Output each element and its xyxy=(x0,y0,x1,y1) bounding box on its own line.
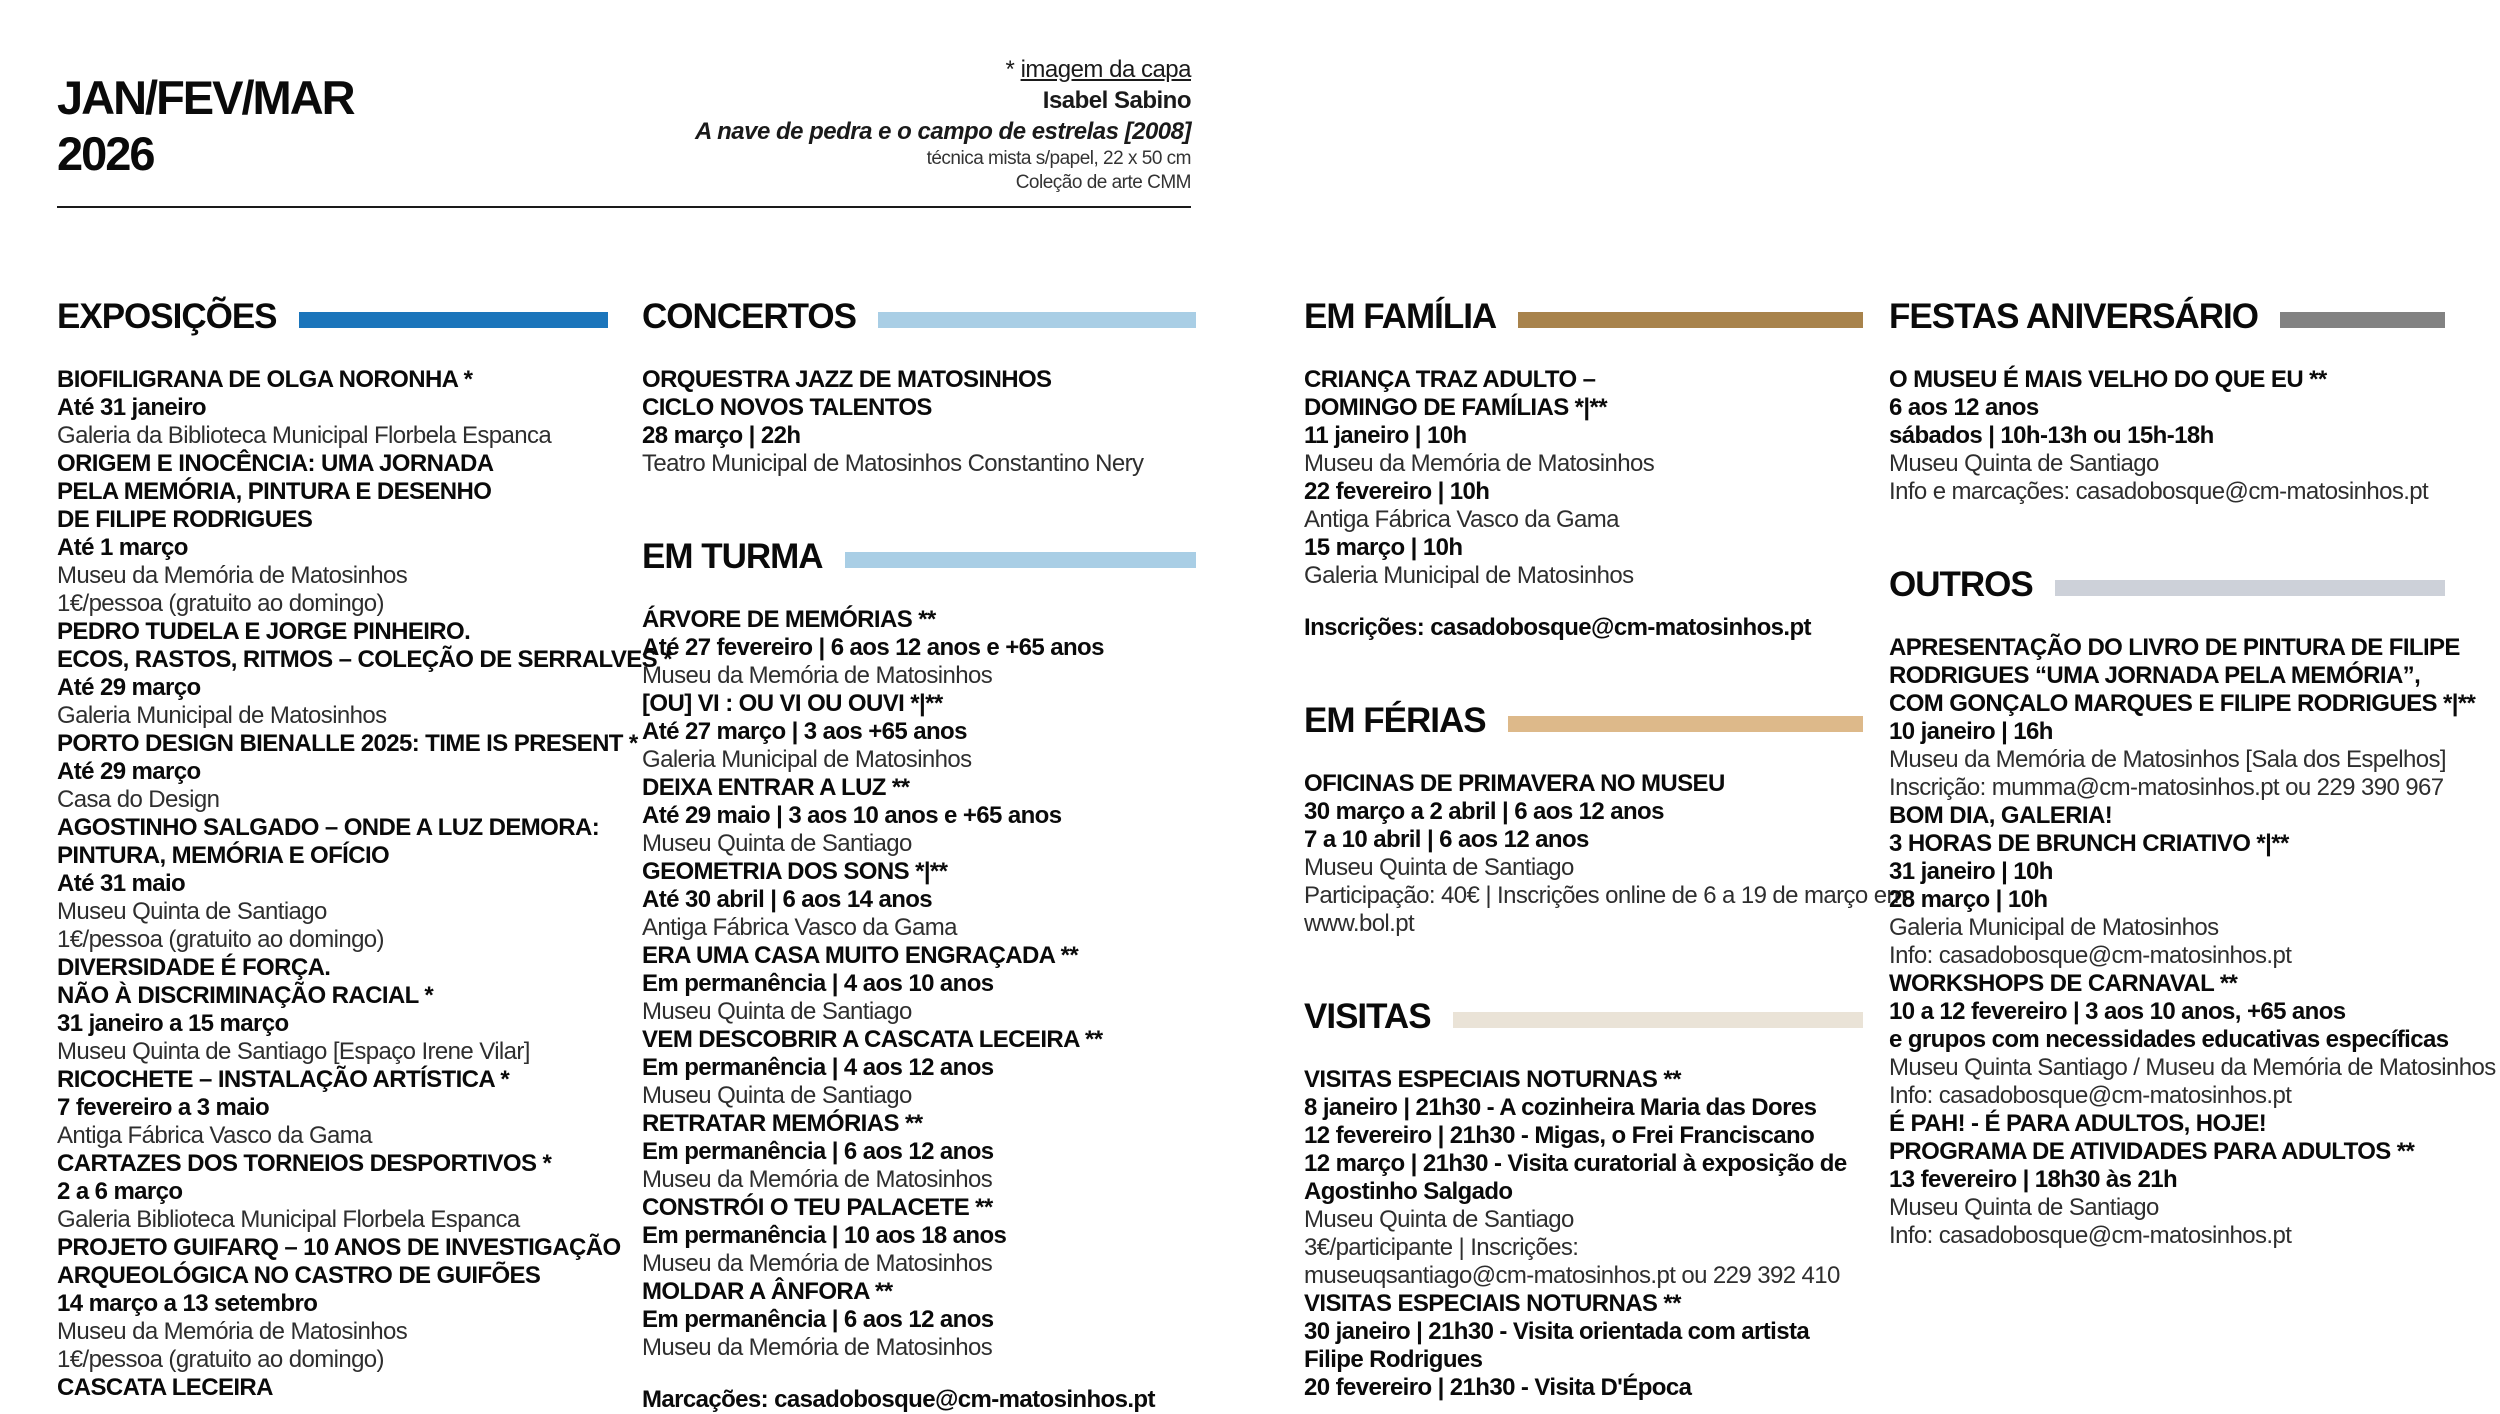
event-venue-line: Info e marcações: casadobosque@cm-matosinhos.pt xyxy=(1889,478,2429,505)
event-detail-line: Marcações: casadobosque@cm-matosinhos.pt xyxy=(642,1386,1155,1413)
event-title-line: PORTO DESIGN BIENALLE 2025: TIME IS PRESENT * xyxy=(57,730,638,757)
cover-credit-link-line xyxy=(695,54,1191,85)
event-venue-line: Museu Quinta de Santiago xyxy=(1889,450,2159,477)
event-detail-line: Inscrições: casadobosque@cm-matosinhos.pt xyxy=(1304,614,1811,641)
event-title-line: ORQUESTRA JAZZ DE MATOSINHOS xyxy=(642,366,1052,393)
event-venue-line: Participação: 40€ | Inscrições online de 6 a 19 de março em xyxy=(1304,882,1906,909)
event-title-line: NÃO À DISCRIMINAÇÃO RACIAL * xyxy=(57,982,434,1009)
event-venue-line: Casa do Design xyxy=(57,786,220,813)
event-title-line: 3 HORAS DE BRUNCH CRIATIVO *|** xyxy=(1889,830,2289,857)
event-title-line: PEDRO TUDELA E JORGE PINHEIRO. xyxy=(57,618,471,645)
event-venue-line: Museu Quinta Santiago / Museu da Memória de Matosinhos xyxy=(1889,1054,2496,1081)
event-title-line: DOMINGO DE FAMÍLIAS *|** xyxy=(1304,394,1608,421)
section-title-em-turma: EM TURMA xyxy=(642,537,823,576)
event-venue-line: Antiga Fábrica Vasco da Gama xyxy=(57,1122,372,1149)
section-festas-aniversario xyxy=(1889,298,2445,506)
event-title-line: COM GONÇALO MARQUES E FILIPE RODRIGUES *|** xyxy=(1889,690,2476,717)
section-em-familia xyxy=(1304,298,1863,642)
event-venue-line: Antiga Fábrica Vasco da Gama xyxy=(1304,506,1619,533)
section-title-concertos: CONCERTOS xyxy=(642,297,856,336)
event-detail-line: Em permanência | 4 aos 10 anos xyxy=(642,970,994,997)
event-title-line: DIVERSIDADE É FORÇA. xyxy=(57,954,331,981)
event-title-line: CRIANÇA TRAZ ADULTO – xyxy=(1304,366,1596,393)
event-title-line: CARTAZES DOS TORNEIOS DESPORTIVOS * xyxy=(57,1150,552,1177)
event-title-line: APRESENTAÇÃO DO LIVRO DE PINTURA DE FILIPE xyxy=(1889,634,2460,661)
event-title-line: CASCATA LECEIRA xyxy=(57,1374,273,1401)
event-title-line: PROJETO GUIFARQ – 10 ANOS DE INVESTIGAÇÃO xyxy=(57,1234,621,1261)
event-title-line: É PAH! - É PARA ADULTOS, HOJE! xyxy=(1889,1110,2267,1137)
column-4 xyxy=(1889,297,2496,1250)
accent-bar-concertos xyxy=(878,312,1196,328)
accent-bar-exposicoes xyxy=(299,312,608,328)
section-em-turma xyxy=(642,538,1196,1414)
section-heading-em-ferias xyxy=(1304,702,1863,740)
section-heading-visitas xyxy=(1304,998,1863,1036)
section-title-exposicoes: EXPOSIÇÕES xyxy=(57,297,277,336)
event-title-line: ECOS, RASTOS, RITMOS – COLEÇÃO DE SERRALVES * xyxy=(57,646,672,673)
event-venue-line: Museu da Memória de Matosinhos xyxy=(642,1250,993,1277)
event-title-line: BIOFILIGRANA DE OLGA NORONHA * xyxy=(57,366,473,393)
event-venue-line: Museu Quinta de Santiago xyxy=(1889,1194,2159,1221)
event-title-line: RODRIGUES “UMA JORNADA PELA MEMÓRIA”, xyxy=(1889,662,2421,689)
event-venue-line: Museu da Memória de Matosinhos xyxy=(57,1318,408,1345)
section-title-em-familia: EM FAMÍLIA xyxy=(1304,297,1497,336)
event-venue-line: 1€/pessoa (gratuito ao domingo) xyxy=(57,590,384,617)
event-venue-line: Museu Quinta de Santiago xyxy=(642,1082,912,1109)
accent-bar-outros xyxy=(2055,580,2445,596)
event-title-line: PELA MEMÓRIA, PINTURA E DESENHO xyxy=(57,478,492,505)
event-venue-line: Galeria Municipal de Matosinhos xyxy=(57,702,387,729)
event-venue-line: Museu Quinta de Santiago xyxy=(642,998,912,1025)
event-venue-line: Museu da Memória de Matosinhos xyxy=(642,662,993,689)
event-venue-line: Museu Quinta de Santiago xyxy=(1304,1206,1574,1233)
section-outros xyxy=(1889,565,2496,1250)
event-detail-line: Até 27 fevereiro | 6 aos 12 anos e +65 anos xyxy=(642,634,1104,661)
event-detail-line: 11 janeiro | 10h xyxy=(1304,422,1467,449)
issue-year: 2026 xyxy=(57,127,154,180)
accent-bar-visitas xyxy=(1453,1012,1863,1028)
section-visitas xyxy=(1304,998,1863,1402)
event-title-line: VEM DESCOBRIR A CASCATA LECEIRA ** xyxy=(642,1026,1103,1053)
event-title-line: DEIXA ENTRAR A LUZ ** xyxy=(642,774,910,801)
section-heading-outros xyxy=(1889,566,2445,604)
accent-bar-em-turma xyxy=(845,552,1196,568)
event-title-line: ORIGEM E INOCÊNCIA: UMA JORNADA xyxy=(57,450,494,477)
section-heading-em-familia xyxy=(1304,298,1863,336)
accent-bar-em-ferias xyxy=(1508,716,1863,732)
section-em-ferias xyxy=(1304,701,1906,938)
event-detail-line: Agostinho Salgado xyxy=(1304,1178,1513,1205)
event-detail-line: Até 1 março xyxy=(57,534,188,561)
event-title-line: ÁRVORE DE MEMÓRIAS ** xyxy=(642,606,936,633)
event-detail-line: 12 março | 21h30 - Visita curatorial à exposição de xyxy=(1304,1150,1847,1177)
event-venue-line: Museu da Memória de Matosinhos [Sala dos Espelhos] xyxy=(1889,746,2446,773)
section-exposicoes xyxy=(57,297,672,1402)
event-venue-line: Galeria Municipal de Matosinhos xyxy=(1889,914,2219,941)
cover-work-title: A nave de pedra e o campo de estrelas [2008] xyxy=(694,118,1191,145)
event-venue-line: Museu Quinta de Santiago xyxy=(1304,854,1574,881)
column-1 xyxy=(57,297,672,1402)
cover-image-link: imagem da capa xyxy=(1020,56,1191,83)
event-title-line: RICOCHETE – INSTALAÇÃO ARTÍSTICA * xyxy=(57,1066,510,1093)
event-detail-line: 7 fevereiro a 3 maio xyxy=(57,1094,270,1121)
event-detail-line: 15 março | 10h xyxy=(1304,534,1463,561)
event-detail-line: 8 janeiro | 21h30 - A cozinheira Maria das Dores xyxy=(1304,1094,1817,1121)
event-title-line: DE FILIPE RODRIGUES xyxy=(57,506,313,533)
header-divider xyxy=(57,206,1191,208)
event-detail-line: 2 a 6 março xyxy=(57,1178,183,1205)
event-title-line: PINTURA, MEMÓRIA E OFÍCIO xyxy=(57,842,390,869)
event-detail-line: 10 a 12 fevereiro | 3 aos 10 anos, +65 anos xyxy=(1889,998,2346,1025)
event-title-line: GEOMETRIA DOS SONS *|** xyxy=(642,858,948,885)
event-venue-line: Galeria Biblioteca Municipal Florbela Espanca xyxy=(57,1206,520,1233)
event-detail-line: Até 29 março xyxy=(57,674,201,701)
event-title-line: ERA UMA CASA MUITO ENGRAÇADA ** xyxy=(642,942,1079,969)
column-2 xyxy=(642,298,1196,1414)
issue-period: JAN/FEV/MAR xyxy=(57,71,354,124)
event-venue-line: Museu Quinta de Santiago xyxy=(642,830,912,857)
event-detail-line: Até 29 maio | 3 aos 10 anos e +65 anos xyxy=(642,802,1062,829)
event-venue-line: Museu da Memória de Matosinhos xyxy=(1304,450,1655,477)
asterisk-note: * xyxy=(1005,56,1015,83)
event-title-line: RETRATAR MEMÓRIAS ** xyxy=(642,1110,923,1137)
event-detail-line: Até 29 março xyxy=(57,758,201,785)
event-detail-line: Em permanência | 6 aos 12 anos xyxy=(642,1306,994,1333)
section-title-outros: OUTROS xyxy=(1889,565,2033,604)
event-detail-line: 7 a 10 abril | 6 aos 12 anos xyxy=(1304,826,1589,853)
event-title-line: CICLO NOVOS TALENTOS xyxy=(642,394,932,421)
cover-collection: Coleção de arte CMM xyxy=(1015,172,1191,193)
event-venue-line: Museu da Memória de Matosinhos xyxy=(642,1166,993,1193)
event-title-line: VISITAS ESPECIAIS NOTURNAS ** xyxy=(1304,1290,1681,1317)
section-heading-exposicoes xyxy=(57,298,608,336)
event-detail-line: Até 31 janeiro xyxy=(57,394,206,421)
event-detail-line: Até 31 maio xyxy=(57,870,186,897)
event-detail-line: 30 janeiro | 21h30 - Visita orientada com artista xyxy=(1304,1318,1810,1345)
cover-artist: Isabel Sabino xyxy=(1042,87,1191,114)
event-title-line: [OU] VI : OU VI OU OUVI *|** xyxy=(642,690,943,717)
event-detail-line: sábados | 10h-13h ou 15h-18h xyxy=(1889,422,2214,449)
event-venue-line: museuqsantiago@cm-matosinhos.pt ou 229 392 410 xyxy=(1304,1262,1840,1289)
accent-bar-festas-aniversario xyxy=(2280,312,2445,328)
event-detail-line: 31 janeiro a 15 março xyxy=(57,1010,289,1037)
event-title-line: WORKSHOPS DE CARNAVAL ** xyxy=(1889,970,2238,997)
event-detail-line: Em permanência | 6 aos 12 anos xyxy=(642,1138,994,1165)
event-detail-line: Em permanência | 4 aos 12 anos xyxy=(642,1054,994,1081)
event-detail-line: e grupos com necessidades educativas específicas xyxy=(1889,1026,2449,1053)
event-detail-line: 30 março a 2 abril | 6 aos 12 anos xyxy=(1304,798,1664,825)
event-title-line: MOLDAR A ÂNFORA ** xyxy=(642,1278,893,1305)
event-detail-line: 6 aos 12 anos xyxy=(1889,394,2039,421)
event-detail-line: 13 fevereiro | 18h30 às 21h xyxy=(1889,1166,2178,1193)
event-title-line: BOM DIA, GALERIA! xyxy=(1889,802,2113,829)
column-3 xyxy=(1304,297,1906,1402)
event-venue-line: 3€/participante | Inscrições: xyxy=(1304,1234,1579,1261)
event-detail-line: Em permanência | 10 aos 18 anos xyxy=(642,1222,1007,1249)
cover-credit xyxy=(695,54,1191,195)
event-title-line: CONSTRÓI O TEU PALACETE ** xyxy=(642,1194,993,1221)
event-detail-line: 22 fevereiro | 10h xyxy=(1304,478,1490,505)
event-detail-line: Até 30 abril | 6 aos 14 anos xyxy=(642,886,933,913)
event-venue-line: www.bol.pt xyxy=(1304,910,1415,937)
event-detail-line: 28 março | 10h xyxy=(1889,886,2048,913)
section-heading-concertos xyxy=(642,298,1196,336)
event-venue-line: 1€/pessoa (gratuito ao domingo) xyxy=(57,926,384,953)
event-title-line: ARQUEOLÓGICA NO CASTRO DE GUIFÕES xyxy=(57,1262,541,1289)
event-venue-line: Museu da Memória de Matosinhos xyxy=(57,562,408,589)
event-detail-line: 20 fevereiro | 21h30 - Visita D'Época xyxy=(1304,1374,1692,1401)
event-venue-line: Info: casadobosque@cm-matosinhos.pt xyxy=(1889,1222,2292,1249)
cover-technique: técnica mista s/papel, 22 x 50 cm xyxy=(926,148,1191,169)
event-venue-line: Galeria Municipal de Matosinhos xyxy=(1304,562,1634,589)
event-title-line: O MUSEU É MAIS VELHO DO QUE EU ** xyxy=(1889,366,2327,393)
accent-bar-em-familia xyxy=(1518,312,1863,328)
event-venue-line: 1€/pessoa (gratuito ao domingo) xyxy=(57,1346,384,1373)
event-detail-line: Filipe Rodrigues xyxy=(1304,1346,1483,1373)
event-title-line: VISITAS ESPECIAIS NOTURNAS ** xyxy=(1304,1066,1681,1093)
event-title-line: OFICINAS DE PRIMAVERA NO MUSEU xyxy=(1304,770,1725,797)
section-heading-em-turma xyxy=(642,538,1196,576)
section-title-visitas: VISITAS xyxy=(1304,997,1431,1036)
event-venue-line: Museu Quinta de Santiago [Espaço Irene Vilar] xyxy=(57,1038,530,1065)
event-venue-line: Info: casadobosque@cm-matosinhos.pt xyxy=(1889,942,2292,969)
event-venue-line: Museu da Memória de Matosinhos xyxy=(642,1334,993,1361)
event-venue-line: Galeria da Biblioteca Municipal Florbela Espanca xyxy=(57,422,552,449)
event-venue-line: Info: casadobosque@cm-matosinhos.pt xyxy=(1889,1082,2292,1109)
event-title-line: AGOSTINHO SALGADO – ONDE A LUZ DEMORA: xyxy=(57,814,600,841)
event-detail-line: 31 janeiro | 10h xyxy=(1889,858,2053,885)
event-detail-line: 14 março a 13 setembro xyxy=(57,1290,318,1317)
event-detail-line: 10 janeiro | 16h xyxy=(1889,718,2053,745)
section-title-em-ferias: EM FÉRIAS xyxy=(1304,701,1486,740)
event-detail-line: Até 27 março | 3 aos +65 anos xyxy=(642,718,967,745)
event-venue-line: Teatro Municipal de Matosinhos Constantino Nery xyxy=(642,450,1144,477)
event-venue-line: Inscrição: mumma@cm-matosinhos.pt ou 229 390 967 xyxy=(1889,774,2444,801)
event-venue-line: Antiga Fábrica Vasco da Gama xyxy=(642,914,957,941)
section-heading-festas-aniversario xyxy=(1889,298,2445,336)
event-title-line: PROGRAMA DE ATIVIDADES PARA ADULTOS ** xyxy=(1889,1138,2415,1165)
event-detail-line: 28 março | 22h xyxy=(642,422,801,449)
section-concertos xyxy=(642,298,1196,478)
event-detail-line: 12 fevereiro | 21h30 - Migas, o Frei Franciscano xyxy=(1304,1122,1815,1149)
section-title-festas-aniversario: FESTAS ANIVERSÁRIO xyxy=(1889,297,2258,336)
event-venue-line: Galeria Municipal de Matosinhos xyxy=(642,746,972,773)
event-venue-line: Museu Quinta de Santiago xyxy=(57,898,327,925)
issue-title xyxy=(57,70,354,182)
